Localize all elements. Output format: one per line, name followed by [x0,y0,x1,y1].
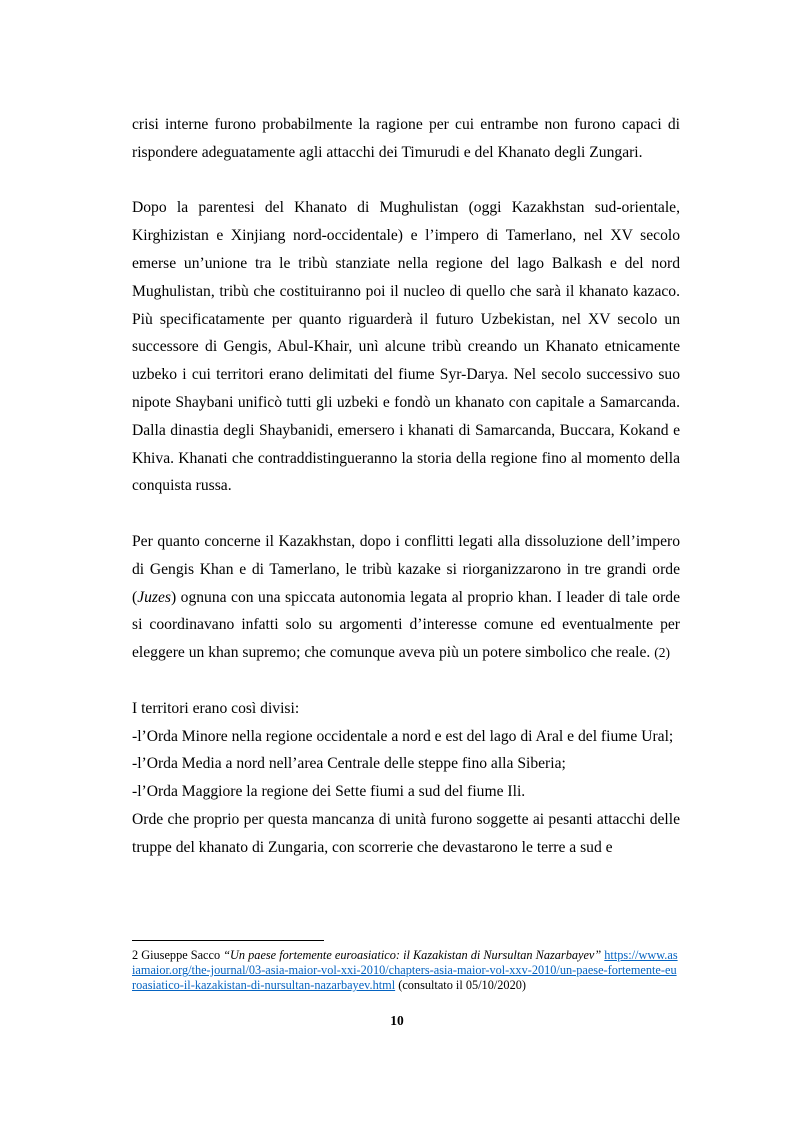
footnote-separator [132,940,324,941]
list-item-orda-minore: -l’Orda Minore nella regione occidentale a nord e est del lago di Aral e del fiume Ural; [132,727,674,745]
juzes-term: Juzes [137,588,171,606]
footnote-number: 2 [132,948,139,962]
footnote-link[interactable]: https://www.asiamaior.org/the-journal/03-asia-maior-vol-xxi-2010/chapters-asia-maior-vol-xxv-2010/un-paese-fortemente-euroasiatico-il-kazakistan-di-nursultan-nazarbayev.html [132,948,678,993]
paragraph-1: crisi interne furono probabilmente la ragione per cui entrambe non furono capaci di rispondere adeguatamente agli attacchi dei Timurudi e del Khanato degli Zungari. [132,116,680,161]
territories-intro: I territori erano così divisi: [132,699,300,717]
page-number: 10 [390,1013,404,1028]
paragraph-3-text-after: ) ognuna con una spiccata autonomia legata al proprio khan. I leader di tale orde si coordinavano infatti solo su argomenti d’interesse comune ed eventualmente per eleggere un khan supremo; che comunque aveva più un potere simbolico che reale. [132,588,680,662]
list-item-orda-media: -l’Orda Media a nord nell’area Centrale delle steppe fino alla Siberia; [132,755,566,773]
paragraph-3 [132,528,680,667]
footnote-consulted: (consultato il 05/10/2020) [398,978,526,993]
footnote-reference[interactable]: (2) [654,645,670,661]
territories-section [132,695,680,862]
list-item-orda-maggiore: -l’Orda Maggiore la regione dei Sette fiumi a sud del fiume Ili. [132,783,526,801]
footnote [132,948,680,994]
body-text [132,111,680,862]
footnote-title: “Un paese fortemente euroasiatico: il Kazakistan di Nursultan Nazarbayev” [223,948,602,962]
paragraph-3-text-before: Per quanto concerne il Kazakhstan, dopo i conflitti legati alla dissoluzione dell’impero di Gengis Khan e di Tamerlano, le tribù kazake si riorganizzarono in tre grandi orde ( [132,532,680,606]
paragraph-2: Dopo la parentesi del Khanato di Mughulistan (oggi Kazakhstan sud-orientale, Kirghizistan e Xinjiang nord-occidentale) e l’impero di Tamerlano, nel XV secolo emerse un’unione tra le tribù stanziate nella regione del lago Balkash e del nord Mughulistan, tribù che costituiranno poi il nucleo di quello che sarà il khanato kazaco. Più specificatamente per quanto riguarderà il futuro Uzbekistan, nel XV secolo un successore di Gengis, Abul-Khair, unì alcune tribù creando un Khanato etnicamente uzbeko i cui territori erano delimitati del fiume Syr-Darya. Nel secolo successivo suo nipote Shaybani unificò tutti gli uzbeki e fondò un khanato con capitale a Samarcanda. Dalla dinastia degli Shaybanidi, emersero i khanati di Samarcanda, Buccara, Kokand e Khiva. Khanati che contraddistingueranno la storia della regione fino al momento della conquista russa. [132,199,680,495]
paragraph-5: Orde che proprio per questa mancanza di unità furono soggette ai pesanti attacchi delle truppe del khanato di Zungaria, con scorrerie che devastarono le terre a sud e [132,810,680,856]
footnote-author: Giuseppe Sacco [141,948,221,962]
